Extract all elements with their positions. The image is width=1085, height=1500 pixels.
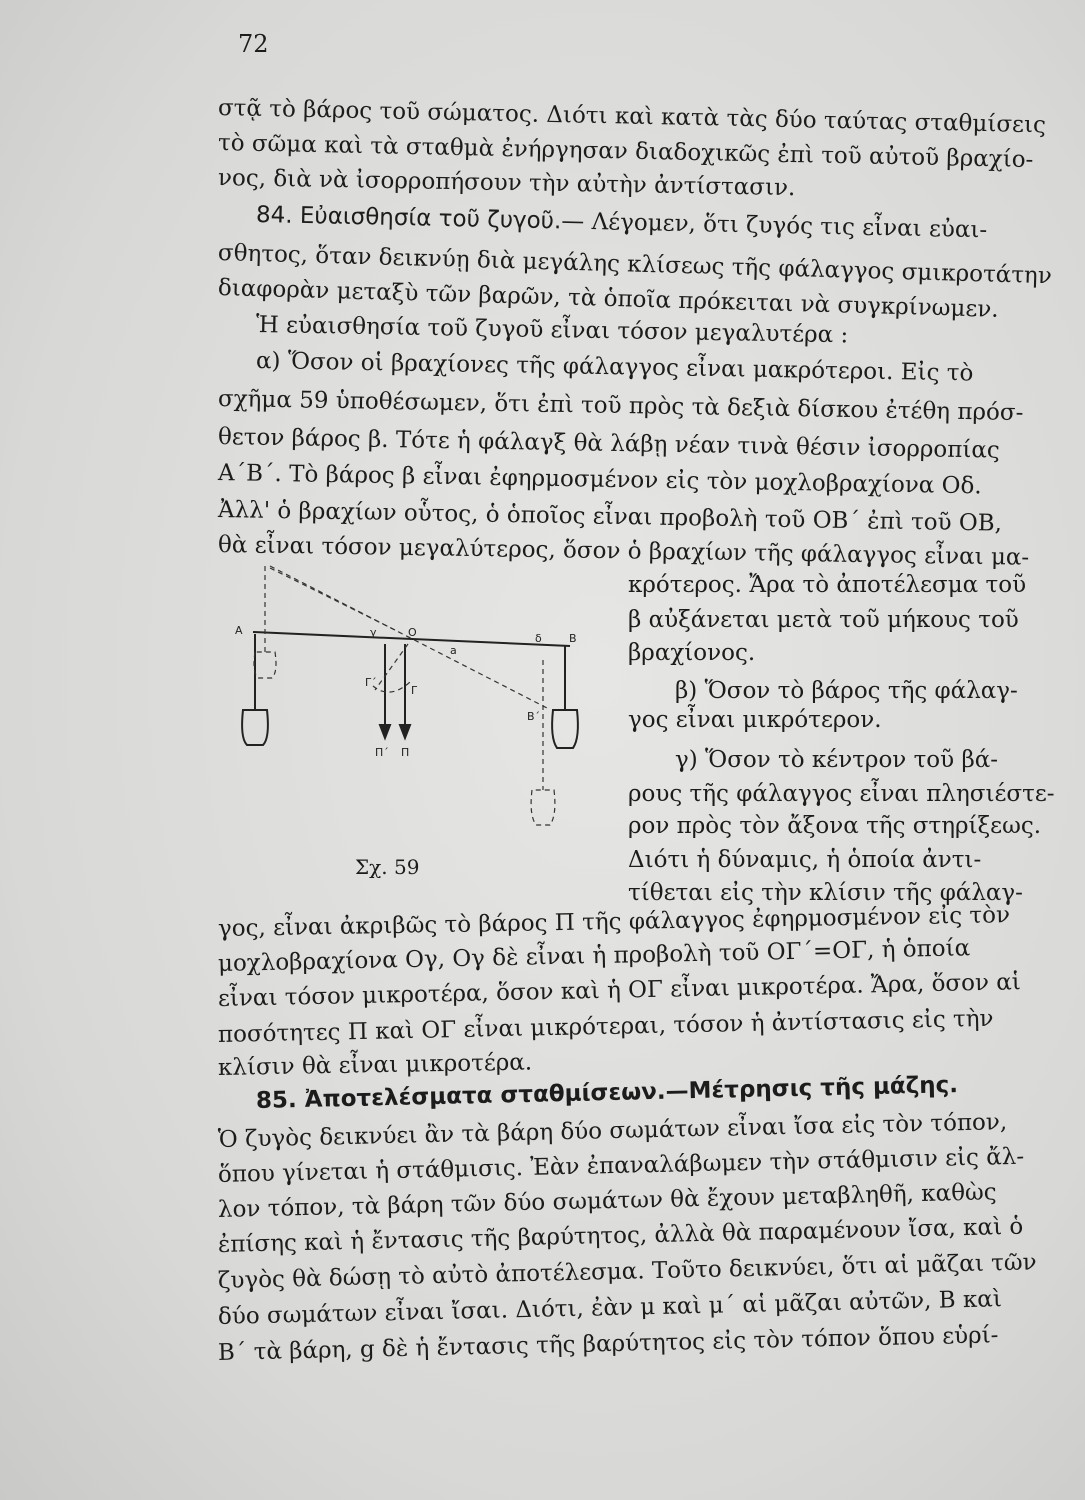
text-line: νος, διὰ νὰ ἰσορροπήσουν τὴν αὐτὴν ἀντίστασιν. <box>217 165 796 202</box>
section-84-heading: 84. Εὐαισθησία τοῦ ζυγοῦ.— <box>255 202 585 235</box>
text-line: α) Ὅσον οἱ βραχίονες τῆς φάλαγγος εἶναι μακρότεροι. Εἰς τὸ <box>255 348 974 387</box>
section-85-heading: 85. Ἀποτελέσματα σταθμίσεων.—Μέτρησις τῆς μάζης. <box>255 1072 959 1114</box>
left-pan <box>242 710 268 745</box>
side-text-line: ρον πρὸς τὸν ἄξονα τῆς στηρίξεως. <box>628 813 1042 839</box>
text-line: λον τόπον, τὰ βάρη τῶν δύο σωμάτων θὰ ἔχουν μεταβληθῆ, καθὼς <box>217 1179 997 1223</box>
arrow-head-icon <box>380 725 390 738</box>
page-number: 72 <box>238 30 269 58</box>
text-line: σχῆμα 59 ὑποθέσωμεν, ὅτι ἐπὶ τοῦ πρὸς τὰ δεξιὰ δίσκου ἐτέθη πρόσ- <box>217 386 1024 427</box>
text-line: Β΄ τὰ βάρη, g δὲ ἡ ἔντασις τῆς βαρύτητος εἰς τὸν τόπον ὅπου εὑρί- <box>217 1322 999 1366</box>
label-o: O <box>408 626 417 639</box>
section-84-line <box>256 202 1046 245</box>
right-pan <box>552 710 578 748</box>
figure-caption: Σχ. 59 <box>355 855 420 879</box>
text-line: Ἀλλ' ὁ βραχίων οὗτος, ὁ ὁποῖος εἶναι προβολὴ τοῦ ΟΒ΄ ἐπὶ τοῦ ΟΒ, <box>217 497 1003 537</box>
label-alpha: a <box>450 644 457 657</box>
text-line: γος, εἶναι ἀκριβῶς τὸ βάρος Π τῆς φάλαγγος ἐφηρμοσμένον εἰς τὸν <box>217 902 1011 942</box>
text-line: θὰ εἶναι τόσον μεγαλύτερος, ὅσον ὁ βραχίων τῆς φάλαγγος εἶναι μα- <box>217 532 1030 571</box>
text-line: θετον βάρος β. Τότε ἡ φάλαγξ θὰ λάβῃ νέαν τινὰ θέσιν ἰσορροπίας <box>217 424 1000 464</box>
side-text-line: γ) Ὅσον τὸ κέντρον τοῦ βά- <box>675 747 999 773</box>
label-gamma-cap: Γ <box>411 684 418 697</box>
text-line: μοχλοβραχίονα Ογ, Ογ δὲ εἶναι ἡ προβολὴ τοῦ ΟΓ΄=ΟΓ, ἡ ὁποία <box>217 935 971 977</box>
side-text-line: Διότι ἡ δύναμις, ἡ ὁποία ἀντι- <box>628 847 982 873</box>
label-gamma-prime: Γ΄ <box>365 676 377 689</box>
side-text-line: βραχίονος. <box>628 640 756 666</box>
text-line: δύο σωμάτων εἶναι ἴσαι. Διότι, ἐὰν μ καὶ μ΄ αἱ μᾶζαι αὐτῶν, Β καὶ <box>217 1286 1003 1330</box>
dashed-pan-right <box>531 790 555 825</box>
label-pi: Π <box>401 746 410 759</box>
text-line: Ἡ εὐαισθησία τοῦ ζυγοῦ εἶναι τόσον μεγαλυτέρα : <box>255 312 849 349</box>
side-text-line: ρους τῆς φάλαγγος εἶναι πλησιέστε- <box>628 781 1055 807</box>
dashed-gamma-line <box>375 644 408 690</box>
section-84-text: Λέγομεν, ὅτι ζυγός τις εἶναι εὐαι- <box>591 209 988 244</box>
text-line: ποσότητες Π καὶ ΟΓ εἶναι μικρότεραι, τόσον ἡ ἀντίστασις εἰς τὴν <box>217 1005 994 1048</box>
label-a: A <box>235 624 243 637</box>
text-line: τὸ σῶμα καὶ τὰ σταθμὰ ἐνήργησαν διαδοχικῶς ἐπὶ τοῦ αὐτοῦ βραχίο- <box>217 130 1034 174</box>
text-line: ζυγὸς θὰ δώσῃ τὸ αὐτὸ ἀποτέλεσμα. Τοῦτο δεικνύει, ὅτι αἱ μᾶζαι τῶν <box>217 1249 1037 1294</box>
text-line: ὅπου γίνεται ἡ στάθμισις. Ἐὰν ἐπαναλάβωμεν τὴν στάθμισιν εἰς ἄλ- <box>217 1143 1025 1188</box>
arrow-head-icon <box>400 725 410 738</box>
side-text-line: κρότερος. Ἄρα τὸ ἀποτέλεσμα τοῦ <box>628 572 1027 598</box>
label-delta: δ <box>535 632 542 645</box>
label-b-prime: Β΄ <box>527 710 541 723</box>
tilted-beam-upper <box>270 568 395 630</box>
text-line: Ὁ ζυγὸς δεικνύει ἂν τὰ βάρη δύο σωμάτων εἶναι ἴσα εἰς τὸν τόπον, <box>217 1109 1008 1153</box>
side-text-line: τίθεται εἰς τὴν κλίσιν τῆς φάλαγ- <box>628 880 1023 906</box>
text-line: ἐπίσης καὶ ἡ ἔντασις τῆς βαρύτητος, ἀλλὰ θὰ παραμένουν ἴσα, καὶ ὁ <box>217 1213 1024 1258</box>
text-line: εἶναι τόσον μικροτέρα, ὅσον καὶ ἡ ΟΓ εἶναι μικροτέρα. Ἄρα, ὅσον αἱ <box>217 969 1022 1012</box>
text-line: διαφορὰν μεταξὺ τῶν βαρῶν, τὰ ὁποῖα πρόκειται νὰ συγκρίνωμεν. <box>217 275 999 323</box>
side-text-line: β αὐξάνεται μετὰ τοῦ μήκους τοῦ <box>628 607 1019 633</box>
side-text-line: β) Ὅσον τὸ βάρος τῆς φάλαγ- <box>675 678 1018 704</box>
balance-diagram <box>225 560 605 850</box>
label-b: B <box>569 632 577 645</box>
text-line: σθητος, ὅταν δεικνύῃ διὰ μεγάλης κλίσεως τῆς φάλαγγος σμικροτάτην <box>217 240 1053 290</box>
dashed-pan-left <box>254 652 276 678</box>
label-pi-prime: Π΄ <box>375 746 389 759</box>
label-gamma: γ <box>370 626 377 639</box>
text-line: κλίσιν θὰ εἶναι μικροτέρα. <box>217 1049 533 1081</box>
text-line: Α΄Β΄. Τὸ βάρος β εἶναι ἐφηρμοσμένον εἰς τὸν μοχλοβραχίονα Οδ. <box>217 460 982 500</box>
text-line: στᾷ τὸ βάρος τοῦ σώματος. Διότι καὶ κατὰ τὰς δύο ταύτας σταθμίσεις <box>217 95 1047 139</box>
side-text-line: γος εἶναι μικρότερον. <box>628 707 882 733</box>
